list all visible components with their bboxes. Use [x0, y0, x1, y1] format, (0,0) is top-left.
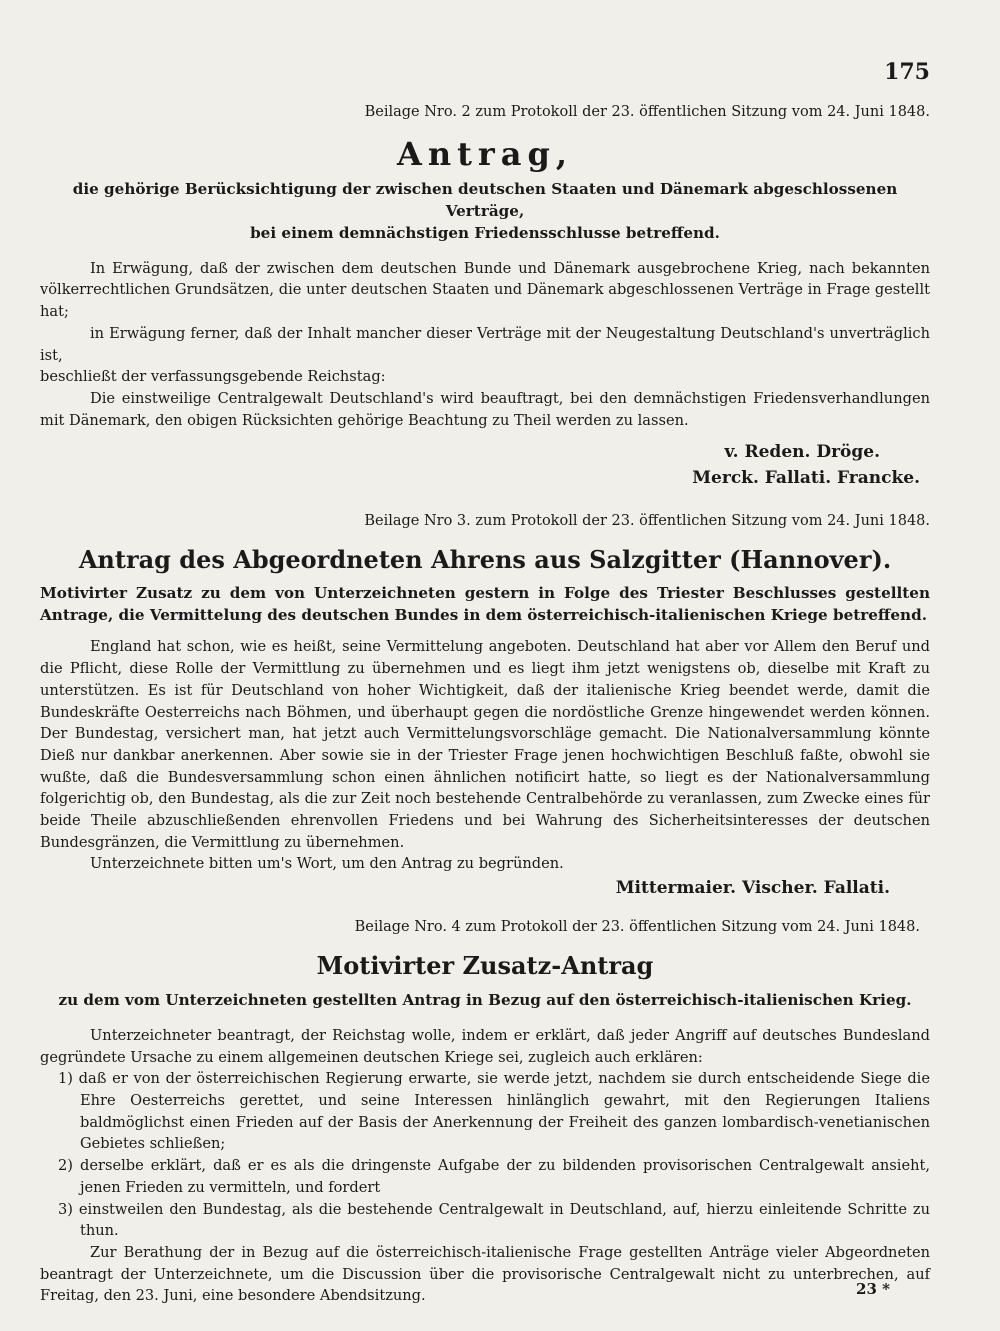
- beilage-heading-4: Beilage Nro. 4 zum Protokoll der 23. öffentlichen Sitzung vom 24. Juni 1848.: [354, 919, 920, 936]
- paragraph: Zur Berathung der in Bezug auf die österreichisch-italienische Frage gestellten Anträge vieler Abgeordneten beantragt der Unterzeichnete, um die Discussion über die provisorische Centralgewalt nicht zu unterbrechen, auf Freitag, den 23. Juni, eine besondere Abendsitzung.: [40, 1243, 930, 1305]
- signatures-1b: Merck. Fallati. Francke.: [692, 468, 920, 489]
- paragraph: Unterzeichneter beantragt, der Reichstag wolle, indem er erklärt, daß jeder Angriff auf deutsches Bundesland gegründete Ursache zu einem allgemeinen deutschen Kriege sei, zugleich auch erklären:: [40, 1026, 930, 1066]
- list-item: 1) daß er von der österreichischen Regierung erwarte, sie werde jetzt, nachdem sie durch entscheidende Siege die Ehre Oesterreichs gerettet, und seine Interessen hinlänglich gewahrt, mit den Regierungen Italiens baldmöglichst einen Frieden auf der Basis der Anerkennung der Freiheit des ganzen lombardisch-venetianischen Gebietes schließen;: [58, 1070, 930, 1153]
- motion-lead-2: Motivirter Zusatz zu dem von Unterzeichneten gestern in Folge des Triester Beschlusses gestellten Antrage, die Vermittelung des deutschen Bundes in dem österreichisch-italienischen Kriege betreffend.: [40, 584, 930, 624]
- paragraph: in Erwägung ferner, daß der Inhalt mancher dieser Verträge mit der Neugestaltung Deutschland's unverträglich ist,: [40, 324, 930, 364]
- beilage-heading-3: Beilage Nro 3. zum Protokoll der 23. öffentlichen Sitzung vom 24. Juni 1848.: [364, 513, 930, 530]
- motion-subtitle-1a: die gehörige Berücksichtigung der zwischen deutschen Staaten und Dänemark abgeschlossenen Verträge,: [72, 179, 898, 220]
- paragraph: beschließt der verfassungsgebende Reichstag:: [40, 368, 386, 386]
- beilage-heading-2: Beilage Nro. 2 zum Protokoll der 23. öffentlichen Sitzung vom 24. Juni 1848.: [364, 104, 930, 120]
- signatures-1a: v. Reden. Dröge.: [724, 442, 880, 463]
- list-item: 3) einstweilen den Bundestag, als die bestehende Centralgewalt in Deutschland, auf, hierzu einleitende Schritte zu thun.: [58, 1200, 930, 1240]
- paragraph: In Erwägung, daß der zwischen dem deutschen Bunde und Dänemark ausgebrochene Krieg, nach bekannten völkerrechtlichen Grundsätzen, die unter deutschen Staaten und Dänemark abgeschlossenen Verträge in Frage gestellt hat;: [40, 259, 930, 321]
- paragraph: England hat schon, wie es heißt, seine Vermittelung angeboten. Deutschland hat aber vor Allem den Beruf und die Pflicht, diese Rolle der Vermittlung zu übernehmen und es liegt ihm jetzt wenigstens ob, dieselbe mit Kraft zu unterstützen. Es ist für Deutschland von hoher Wichtigkeit, daß der italienische Krieg beendet werde, damit die Bundeskräfte Oesterreichs nach Böhmen, und überhaupt gegen die nordöstliche Grenze hingewendet werden können. Der Bundestag, versichert man, hat jetzt auch Vermittelungsvorschläge gemacht. Die Nationalversammlung könnte Dieß nur dankbar anerkennen. Aber sowie sie in der Triester Frage jenen hochwichtigen Beschluß faßte, obwohl sie wußte, daß die Bundesversammlung schon einen ähnlichen notificirt hatte, so liegt es der Nationalversammlung folgerichtig ob, den Bundestag, als die zur Zeit noch bestehende Centralbehörde zu veranlassen, zum Zwecke eines für beide Theile abzuschließenden ehrenvollen Friedens und bei Wahrung des Sicherheitsinteresses der deutschen Bundesgränzen, die Vermittlung zu übernehmen.: [40, 638, 930, 851]
- signatures-2: Mittermaier. Vischer. Fallati.: [615, 878, 890, 899]
- list-item: 2) derselbe erklärt, daß er es als die dringenste Aufgabe der zu bildenden provisorischen Centralgewalt ansieht, jenen Frieden zu vermitteln, und fordert: [58, 1157, 930, 1196]
- motion-title-1: Antrag,: [397, 134, 573, 173]
- paragraph: Die einstweilige Centralgewalt Deutschland's wird beauftragt, bei den demnächstigen Friedensverhandlungen mit Dänemark, den obigen Rücksichten gehörige Beachtung zu Theil werden zu lassen.: [40, 389, 930, 429]
- signature-mark: 23 *: [856, 1280, 890, 1299]
- motion-subtitle-1b: bei einem demnächstigen Friedensschlusse betreffend.: [250, 223, 720, 242]
- page-number: 175: [884, 59, 930, 85]
- motion-title-3: Motivirter Zusatz-Antrag: [316, 950, 654, 980]
- motion-title-2: Antrag des Abgeordneten Ahrens aus Salzgitter (Hannover).: [78, 545, 892, 575]
- motion-subtitle-3: zu dem vom Unterzeichneten gestellten Antrag in Bezug auf den österreichisch-italienischen Krieg.: [58, 990, 912, 1009]
- paragraph: Unterzeichnete bitten um's Wort, um den Antrag zu begründen.: [90, 855, 564, 873]
